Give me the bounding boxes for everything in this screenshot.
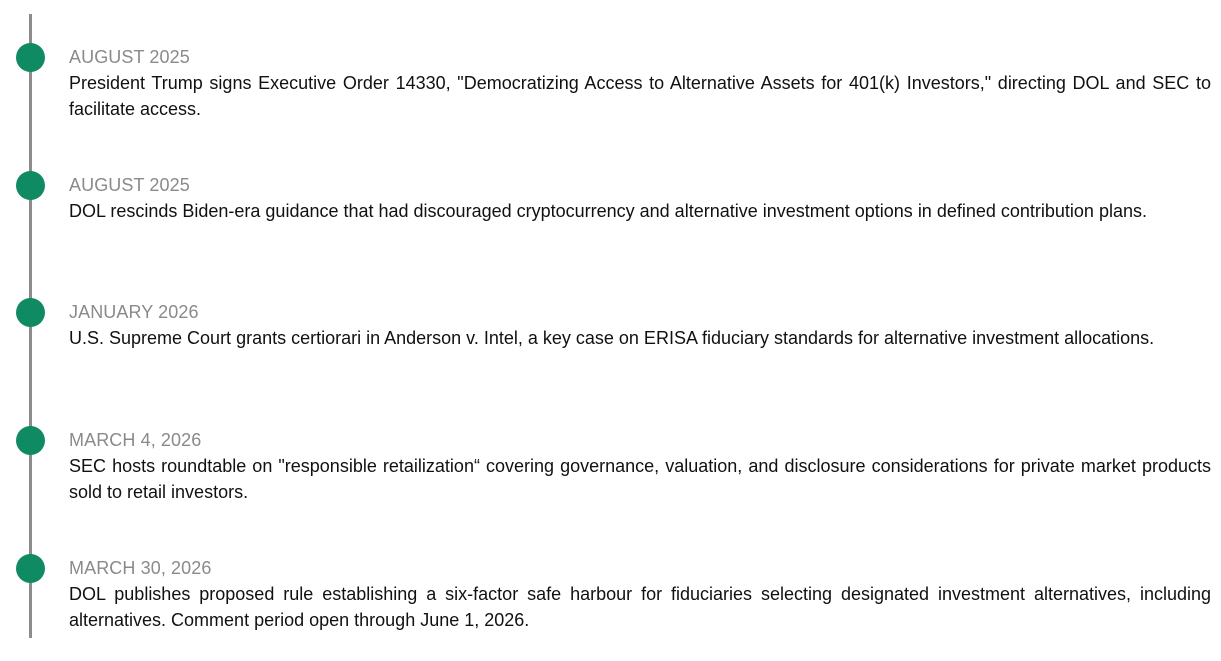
event-description: U.S. Supreme Court grants certiorari in Anderson v. Intel, a key case on ERISA fiduciary standards for alternative investment allocations. bbox=[69, 328, 1155, 348]
event-date: MARCH 30, 2026 bbox=[69, 558, 212, 578]
event-date: JANUARY 2026 bbox=[69, 302, 199, 322]
event-description: President Trump signs Executive Order 14330, "Democratizing Access to Alternative Assets for 401(k) Investors," directing DOL and SEC to facilitate access. bbox=[69, 73, 1211, 119]
event-date: MARCH 4, 2026 bbox=[69, 430, 202, 450]
event-description: SEC hosts roundtable on "responsible retailization“ covering governance, valuation, and disclosure considerations for private market products sold to retail investors. bbox=[69, 456, 1211, 502]
timeline-marker bbox=[16, 171, 45, 200]
timeline-marker bbox=[16, 554, 45, 583]
event-description: DOL publishes proposed rule establishing a six-factor safe harbour for fiduciaries selecting designated investment alternatives, including alternatives. Comment period open through June 1, 2026. bbox=[69, 584, 1211, 630]
timeline-marker bbox=[16, 426, 45, 455]
event-description: DOL rescinds Biden-era guidance that had discouraged cryptocurrency and alternative investment options in defined contribution plans. bbox=[69, 201, 1147, 221]
event-date: AUGUST 2025 bbox=[69, 175, 190, 195]
timeline-marker bbox=[16, 43, 45, 72]
event-date: AUGUST 2025 bbox=[69, 47, 190, 67]
timeline-marker bbox=[16, 298, 45, 327]
